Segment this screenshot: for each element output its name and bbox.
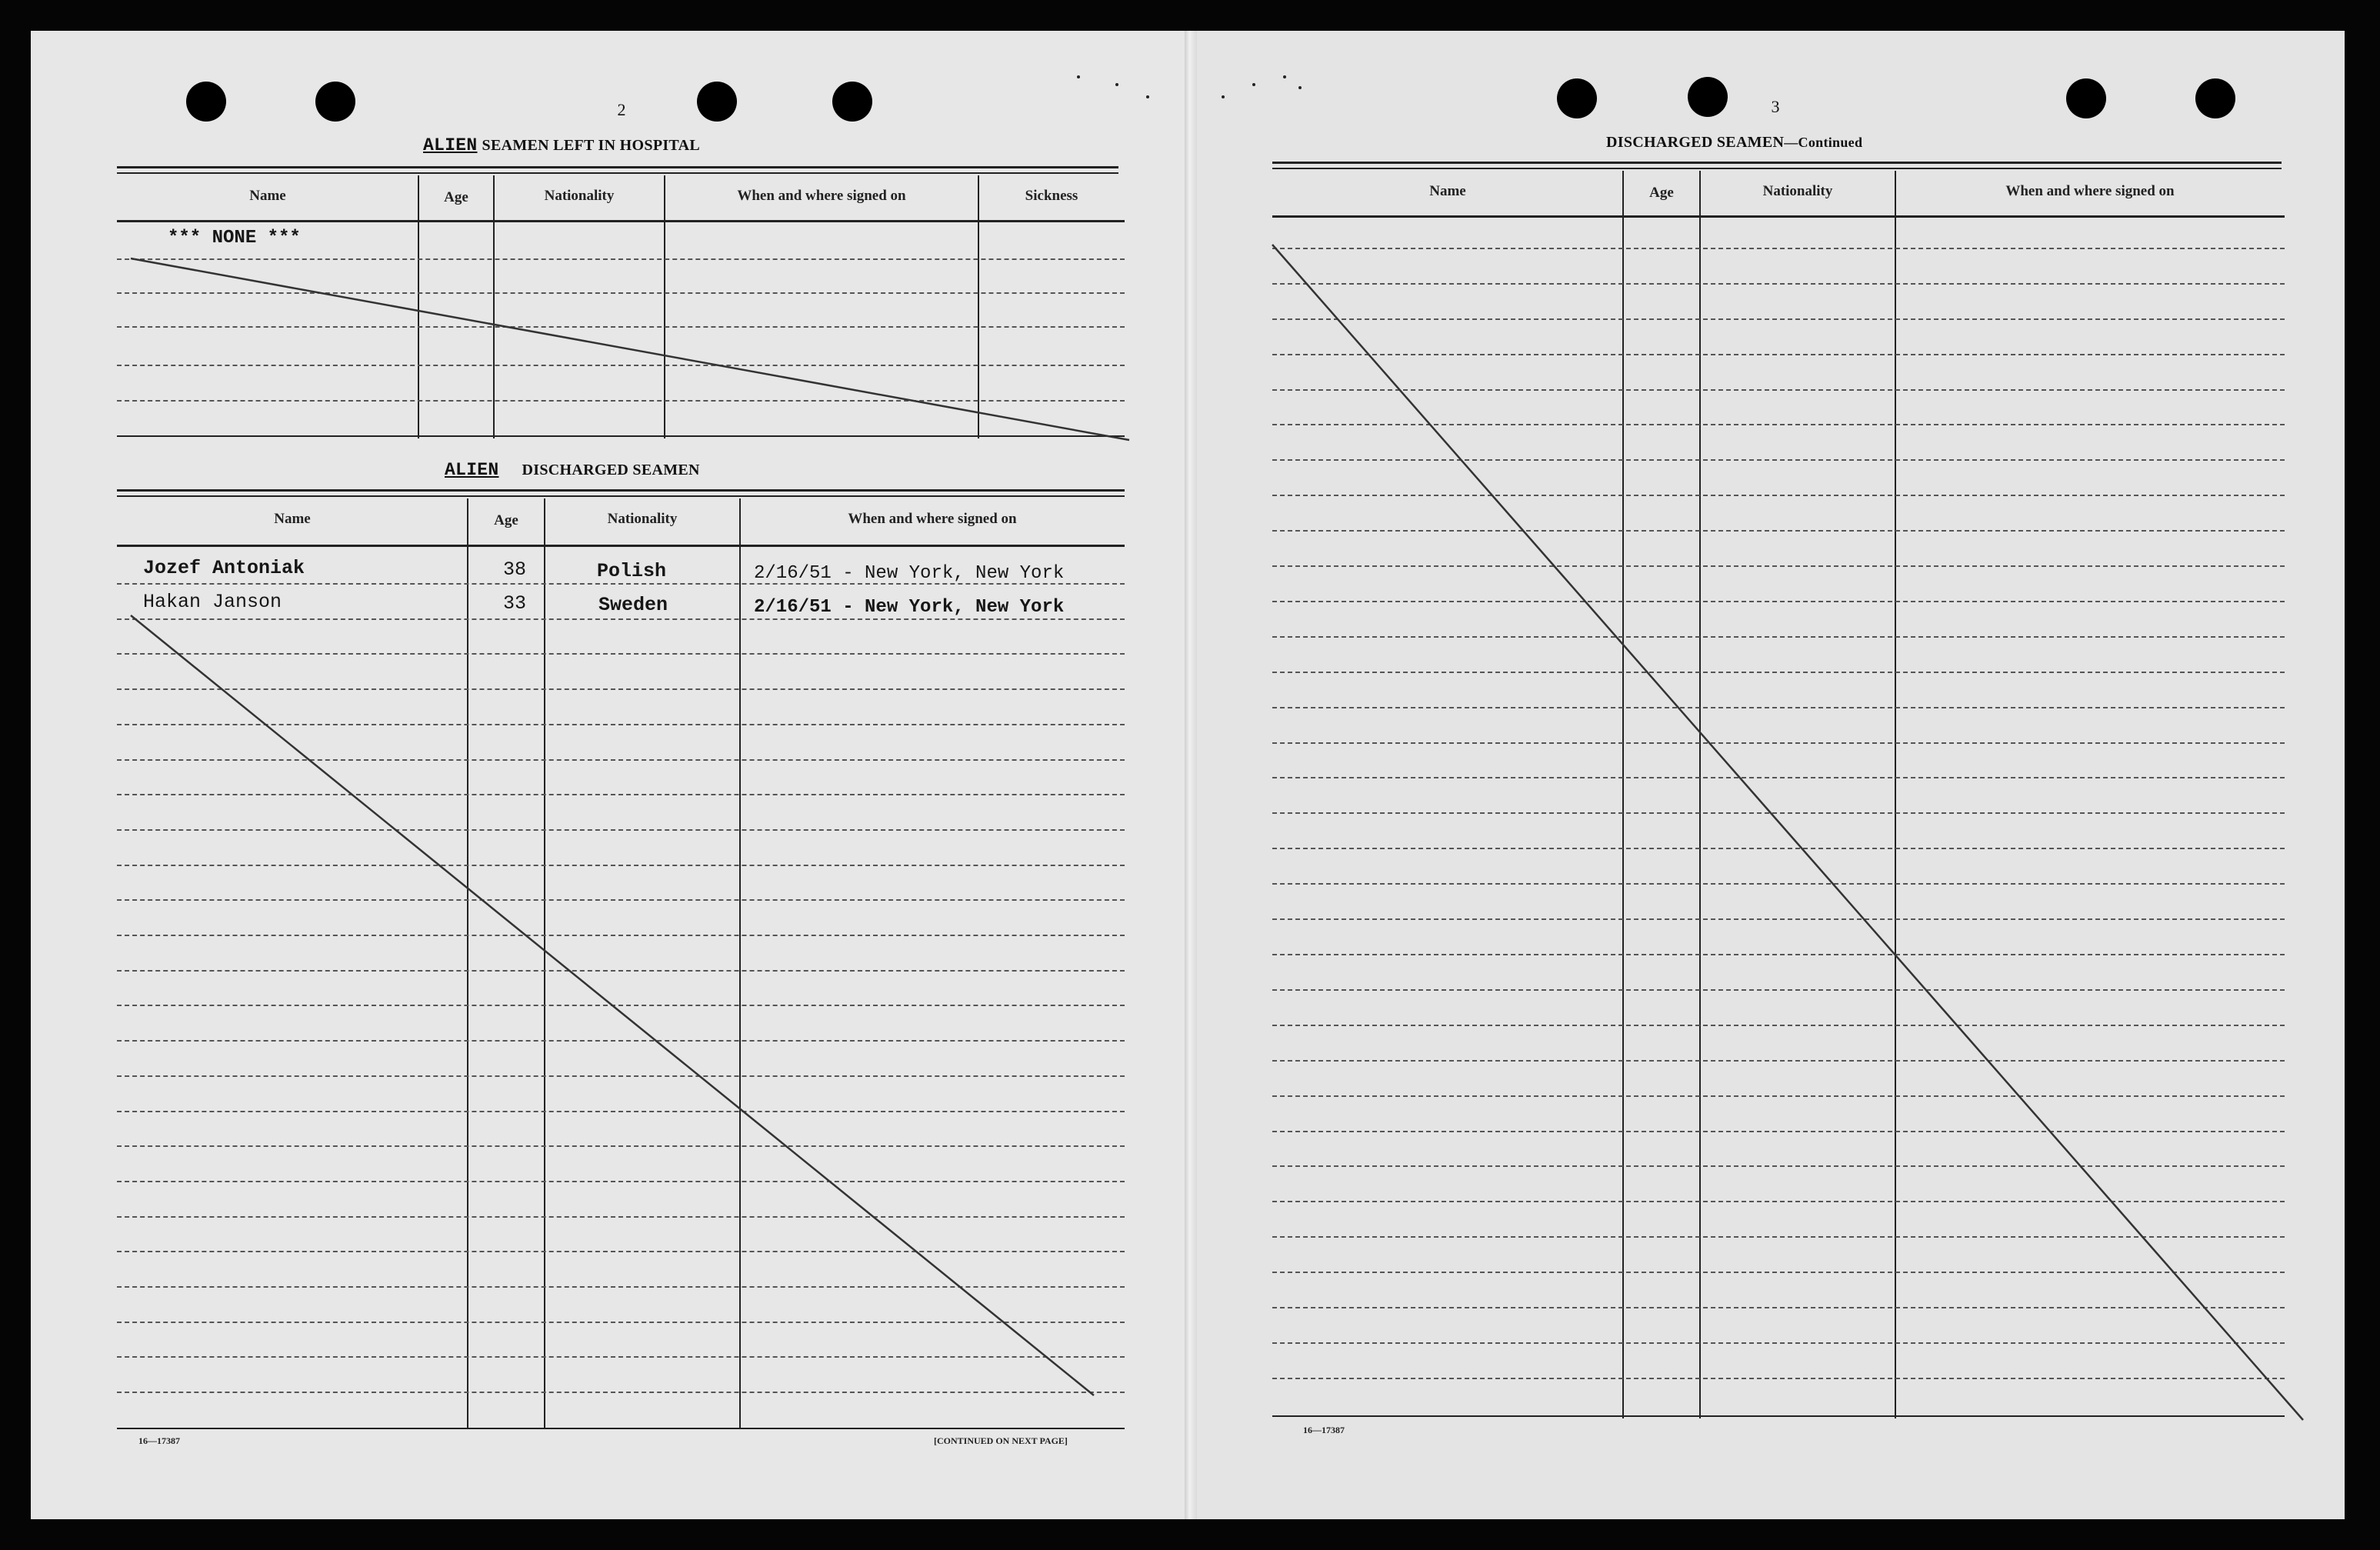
col-signed-on: When and where signed on	[848, 511, 1017, 527]
col-age: Age	[1649, 185, 1674, 201]
form-number: 16—17387	[1303, 1425, 1345, 1435]
title-typed-word: ALIEN	[445, 460, 499, 480]
seaman-signed-on: 2/16/51 - New York, New York	[754, 563, 1065, 584]
page-number: 2	[617, 100, 626, 119]
title-continued: —Continued	[1784, 135, 1863, 150]
col-nationality: Nationality	[1762, 183, 1833, 199]
seaman-name: Jozef Antoniak	[143, 557, 305, 579]
strike-line	[131, 615, 1094, 1395]
form-number: 16—17387	[138, 1435, 180, 1446]
seaman-age: 33	[503, 592, 527, 615]
col-nationality: Nationality	[544, 188, 615, 204]
title-printed: SEAMEN LEFT IN HOSPITAL	[482, 137, 700, 154]
seaman-name: Hakan Janson	[143, 591, 282, 613]
col-name: Name	[274, 511, 311, 527]
col-nationality: Nationality	[607, 511, 678, 527]
col-age: Age	[444, 189, 468, 205]
seaman-signed-on: 2/16/51 - New York, New York	[754, 597, 1065, 618]
page-number: 3	[1771, 97, 1780, 116]
seaman-nationality: Polish	[597, 560, 667, 582]
seaman-nationality: Sweden	[598, 594, 668, 616]
continued-note: [CONTINUED ON NEXT PAGE]	[934, 1435, 1068, 1446]
col-signed-on: When and where signed on	[2005, 183, 2175, 199]
hospital-none-entry: *** NONE ***	[168, 228, 301, 248]
col-sickness: Sickness	[1025, 188, 1078, 204]
strike-line	[1272, 245, 2303, 1420]
col-signed-on: When and where signed on	[737, 188, 906, 204]
col-age: Age	[494, 512, 518, 528]
col-name: Name	[1429, 183, 1466, 199]
title-typed-word: ALIEN	[423, 135, 478, 155]
title-printed: DISCHARGED SEAMEN	[1606, 134, 1785, 151]
strike-line	[131, 258, 1129, 440]
col-name: Name	[249, 188, 286, 204]
seaman-age: 38	[503, 558, 527, 581]
title-printed: DISCHARGED SEAMEN	[522, 462, 700, 478]
